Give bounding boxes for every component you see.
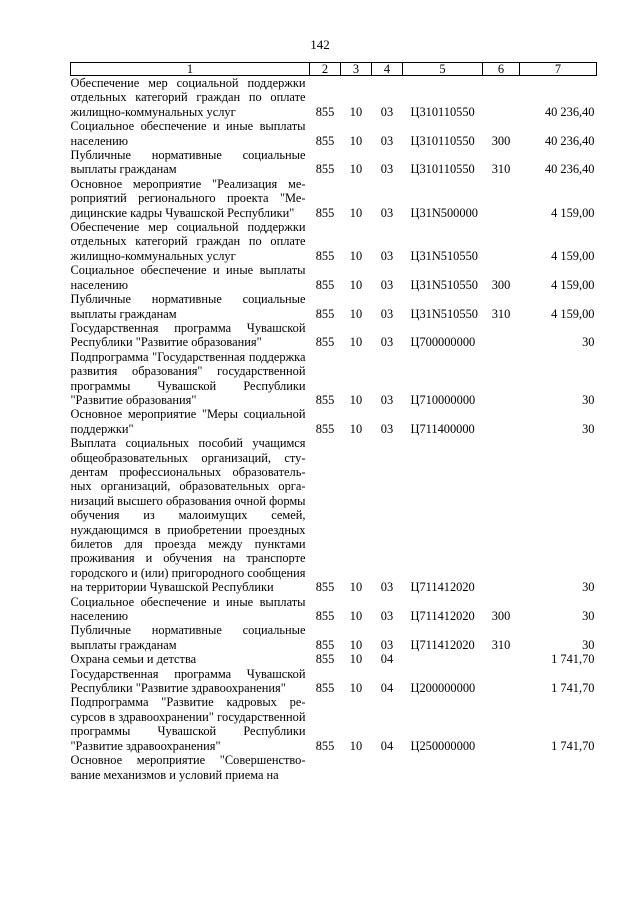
row-subsection-cell: 03: [380, 306, 394, 321]
table-row: [71, 595, 597, 624]
row-expense-type-cell: [483, 695, 520, 753]
table-row: [71, 76, 597, 120]
row-name-cell: Основное мероприятие "Меры социальной поддержки": [70, 407, 306, 436]
row-expense-type-cell: [483, 652, 520, 666]
row-section-cell: 10: [349, 609, 363, 624]
row-grbs-cell: 855: [315, 248, 335, 263]
row-grbs-cell: 855: [315, 306, 335, 321]
row-expense-type-cell: 300: [491, 277, 511, 292]
row-expense-type-cell: [483, 220, 520, 263]
row-target-code-cell: Ц31N510550: [410, 248, 478, 263]
row-name-cell: Государственная программа Чувашской Республики "Развитие здравоохранения": [70, 666, 306, 696]
table-row: [71, 753, 597, 782]
column-header-2: 2: [310, 63, 341, 76]
row-target-code-cell: Ц310110550: [410, 104, 475, 119]
row-subsection-cell: 03: [380, 637, 394, 652]
row-name-cell: Обеспечение мер социальной поддержки отдельных категорий граждан по оплате жилищно-коммунальных услуг: [70, 76, 306, 119]
row-name-cell: Подпрограмма "Государственная поддержка развития образования" государственной программы Чувашской Республики "Развитие образования": [70, 349, 306, 407]
row-name-cell: Обеспечение мер социальной поддержки отдельных категорий граждан по оплате жилищно-коммунальных услуг: [70, 220, 306, 263]
row-grbs-cell: 855: [315, 162, 335, 177]
row-subsection-cell: [372, 753, 403, 782]
row-subsection-cell: 03: [380, 277, 394, 292]
table-row: [71, 407, 597, 436]
row-expense-type-cell: 310: [491, 637, 511, 652]
row-section-cell: 10: [349, 205, 363, 220]
row-subsection-cell: 03: [380, 421, 394, 436]
row-subsection-cell: 03: [380, 104, 394, 119]
row-amount-cell: 40 236,40: [544, 162, 595, 177]
row-amount-cell: 30: [582, 421, 595, 436]
table-row: [71, 220, 597, 263]
row-target-code-cell: Ц310110550: [410, 133, 475, 148]
row-name-cell: Выплата социальных пособий учащимся общеобразовательных организаций, студентам профессиональных образовательных организаций, образовательных организаций высшего образования очной формы обучения из малоимущих семей, нуждающимся в приобретении проездных билетов для проезда между пунктами проживания и обучения на транспорте городского и (или) пригородного сообщения на территории Чувашской Республики: [70, 436, 306, 595]
row-section-cell: 10: [349, 580, 363, 595]
table-body: [71, 76, 597, 782]
row-grbs-cell: 855: [315, 738, 335, 753]
row-target-code-cell: Ц711412020: [410, 580, 475, 595]
row-section-cell: 10: [349, 421, 363, 436]
row-expense-type-cell: [483, 667, 520, 696]
row-amount-cell: 4 159,00: [551, 205, 595, 220]
row-expense-type-cell: [483, 407, 520, 436]
row-section-cell: 10: [349, 306, 363, 321]
table-header: [71, 63, 597, 76]
row-expense-type-cell: 300: [491, 133, 511, 148]
row-amount-cell: 1 741,70: [551, 681, 595, 696]
row-target-code-cell: Ц310110550: [410, 162, 475, 177]
row-amount-cell: 40 236,40: [544, 104, 595, 119]
row-expense-type-cell: [483, 753, 520, 782]
row-grbs-cell: 855: [315, 681, 335, 696]
row-amount-cell: 1 741,70: [551, 738, 595, 753]
row-section-cell: 10: [349, 277, 363, 292]
row-target-code-cell: Ц711412020: [410, 609, 475, 624]
row-grbs-cell: 855: [315, 104, 335, 119]
row-expense-type-cell: [483, 436, 520, 594]
row-target-code-cell: Ц31N510550: [410, 277, 478, 292]
table-row: [71, 695, 597, 753]
row-target-code-cell: Ц711412020: [410, 637, 475, 652]
row-amount-cell: 30: [582, 335, 595, 350]
column-header-6: 6: [483, 63, 520, 76]
row-target-code-cell: Ц200000000: [410, 681, 476, 696]
column-header-4: 4: [372, 63, 403, 76]
row-grbs-cell: 855: [315, 277, 335, 292]
row-amount-cell: 4 159,00: [551, 277, 595, 292]
row-grbs-cell: 855: [315, 580, 335, 595]
row-amount-cell: 4 159,00: [551, 248, 595, 263]
row-section-cell: 10: [349, 652, 363, 667]
column-header-1: 1: [71, 63, 310, 76]
table-row: [71, 263, 597, 292]
header-row: [71, 63, 597, 76]
row-grbs-cell: 855: [315, 335, 335, 350]
row-amount-cell: [520, 753, 597, 782]
row-grbs-cell: 855: [315, 133, 335, 148]
row-target-code-cell: Ц711400000: [410, 421, 475, 436]
row-target-code-cell: Ц250000000: [410, 738, 476, 753]
row-grbs-cell: 855: [315, 392, 335, 407]
column-header-7: 7: [520, 63, 597, 76]
row-grbs-cell: 855: [315, 205, 335, 220]
table-row: [71, 436, 597, 594]
row-name-cell: Социальное обеспечение и иные выплаты населению: [70, 594, 306, 624]
table-row: [71, 119, 597, 148]
table-row: [71, 667, 597, 696]
row-grbs-cell: 855: [315, 609, 335, 624]
row-name-cell: Публичные нормативные социальные выплаты гражданам: [70, 148, 306, 177]
row-section-cell: 10: [349, 637, 363, 652]
row-section-cell: 10: [349, 133, 363, 148]
row-target-code-cell: Ц31N510550: [410, 306, 478, 321]
table-row: [71, 350, 597, 408]
row-amount-cell: 4 159,00: [551, 306, 595, 321]
row-section-cell: 10: [349, 681, 363, 696]
row-amount-cell: 40 236,40: [544, 133, 595, 148]
column-header-5: 5: [403, 63, 483, 76]
table-row: [71, 623, 597, 652]
budget-table: [70, 62, 597, 782]
row-subsection-cell: 03: [380, 162, 394, 177]
row-amount-cell: 30: [582, 392, 595, 407]
row-expense-type-cell: [483, 321, 520, 350]
row-expense-type-cell: [483, 177, 520, 220]
row-grbs-cell: 855: [315, 421, 335, 436]
row-amount-cell: 30: [582, 637, 595, 652]
row-section-cell: 10: [349, 162, 363, 177]
row-name-cell: Основное мероприятие "Реализация мероприятий регионального проекта "Медицинские кадры Чувашской Республики": [70, 176, 306, 220]
row-name-cell: Социальное обеспечение и иные выплаты населению: [70, 263, 306, 292]
row-expense-type-cell: 300: [491, 609, 511, 624]
row-subsection-cell: 04: [380, 738, 394, 753]
row-target-code-cell: Ц700000000: [410, 335, 476, 350]
row-name-cell: Публичные нормативные социальные выплаты гражданам: [70, 623, 306, 652]
row-expense-type-cell: 310: [491, 162, 511, 177]
row-name-cell: Основное мероприятие "Совершенствование механизмов и условий приема на: [70, 753, 306, 782]
row-name-cell: Публичные нормативные социальные выплаты гражданам: [70, 292, 306, 321]
row-subsection-cell: 03: [380, 609, 394, 624]
row-target-code-cell: Ц31N500000: [410, 205, 478, 220]
row-name-cell: Подпрограмма "Развитие кадровых ресурсов в здравоохранении" государственной программы Чувашской Республики "Развитие здравоохранения": [70, 695, 306, 753]
row-section-cell: 10: [349, 104, 363, 119]
row-section-cell: 10: [349, 392, 363, 407]
row-name-cell: Социальное обеспечение и иные выплаты населению: [70, 119, 306, 148]
column-header-3: 3: [341, 63, 372, 76]
table-row: [71, 321, 597, 350]
row-subsection-cell: 03: [380, 205, 394, 220]
row-grbs-cell: [310, 753, 341, 782]
row-section-cell: 10: [349, 248, 363, 263]
row-name-cell: Охрана семьи и детства: [70, 652, 197, 667]
table-row: [71, 292, 597, 321]
row-target-code-cell: [403, 753, 483, 782]
row-section-cell: 10: [349, 738, 363, 753]
row-grbs-cell: 855: [315, 652, 335, 667]
row-section-cell: 10: [349, 335, 363, 350]
table-row: [71, 177, 597, 220]
row-subsection-cell: 03: [380, 335, 394, 350]
row-expense-type-cell: [483, 76, 520, 120]
row-target-code-cell: Ц710000000: [410, 392, 476, 407]
row-amount-cell: 30: [582, 609, 595, 624]
row-subsection-cell: 03: [380, 248, 394, 263]
row-amount-cell: 1 741,70: [551, 652, 595, 667]
row-amount-cell: 30: [582, 580, 595, 595]
row-expense-type-cell: [483, 350, 520, 408]
page-number: 142: [310, 37, 330, 52]
row-subsection-cell: 03: [380, 133, 394, 148]
row-expense-type-cell: 310: [491, 306, 511, 321]
row-subsection-cell: 04: [380, 681, 394, 696]
table-row: [71, 148, 597, 177]
table-row: [71, 652, 597, 666]
row-subsection-cell: 03: [380, 580, 394, 595]
row-target-code-cell: [403, 652, 483, 666]
row-subsection-cell: 04: [380, 652, 394, 667]
row-name-cell: Государственная программа Чувашской Республики "Развитие образования": [70, 320, 306, 350]
row-subsection-cell: 03: [380, 392, 394, 407]
row-grbs-cell: 855: [315, 637, 335, 652]
row-section-cell: [341, 753, 372, 782]
